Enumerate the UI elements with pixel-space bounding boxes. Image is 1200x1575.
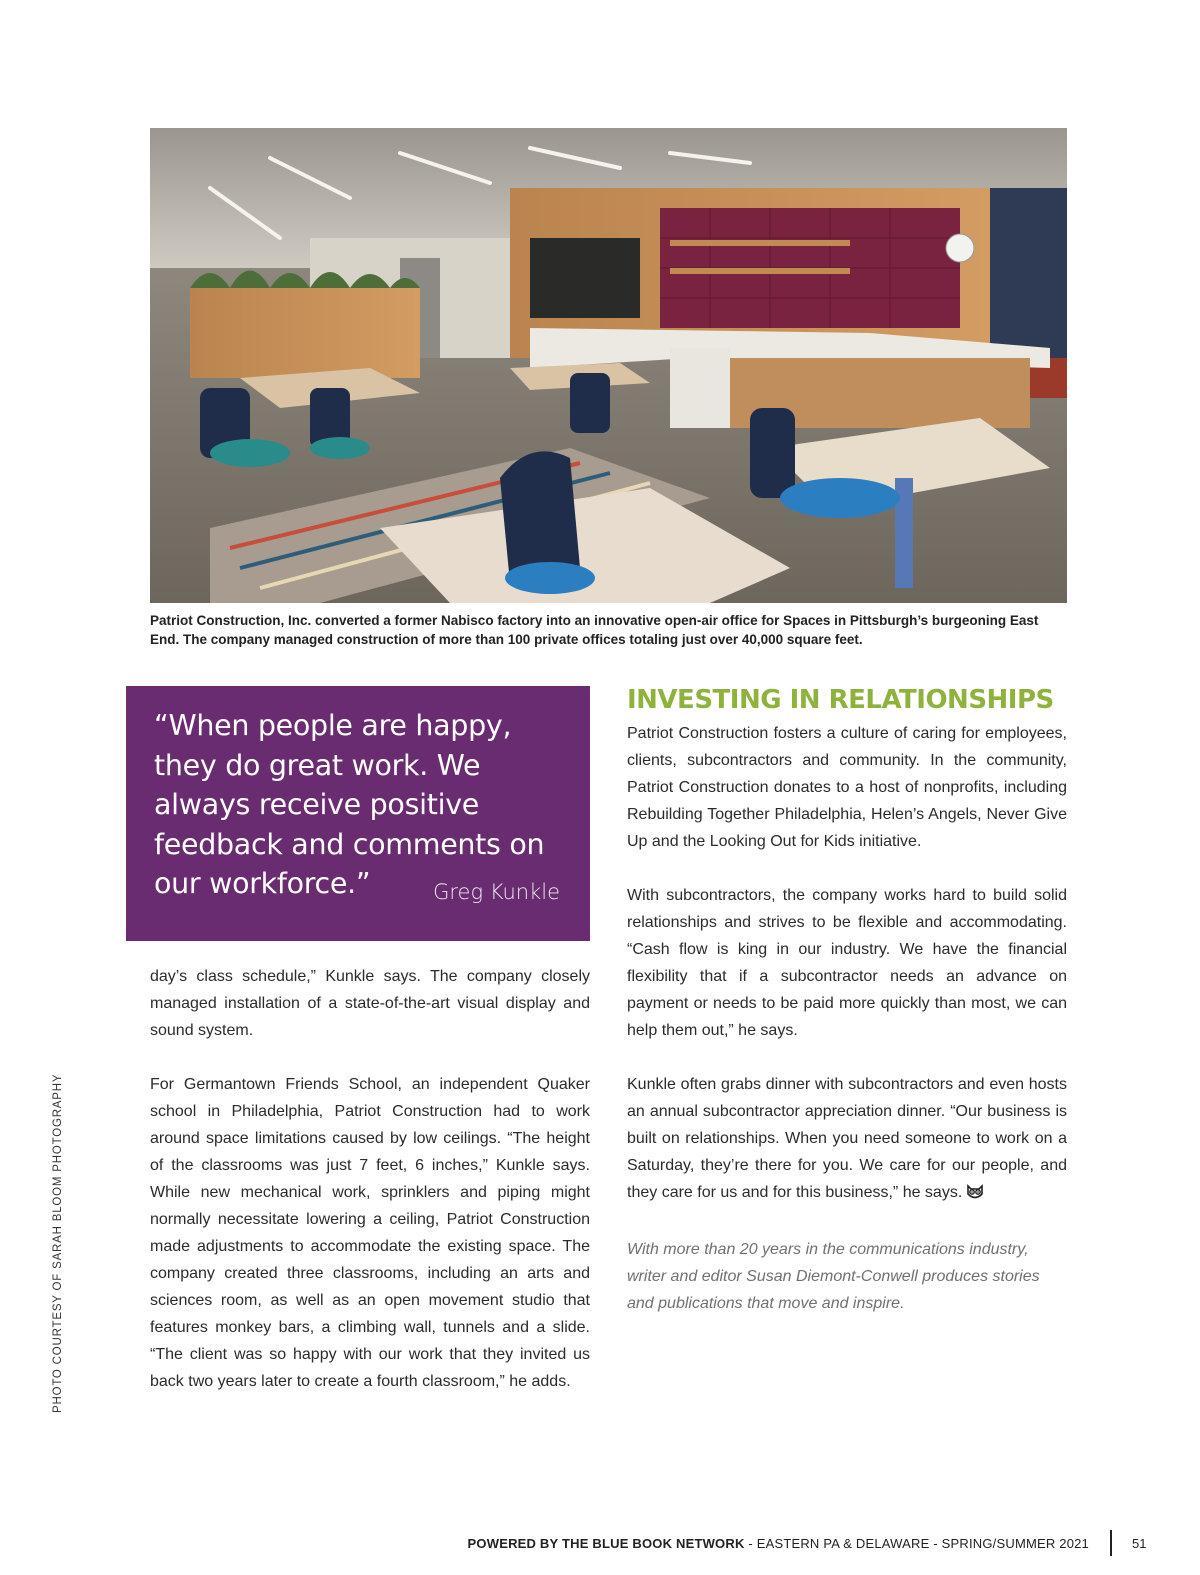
body-paragraph: For Germantown Friends School, an independent Quaker school in Philadelphia, Patriot Construction had to work around space limitations caused by low ceilings. “The height of the classrooms was just 7 feet, 6 inches,” Kunkle says. While new mechanical work, sprinklers and piping might normally necessitate lowering a ceiling, Patriot Construction made adjustments to accommodate the existing space. The company created three classrooms, including an arts and sciences room, as well as an open movement studio that features monkey bars, a climbing wall, tunnels and a slide. “The client was so happy with our work that they invited us back two years later to create a fourth classroom,” he adds. <box>150 1076 590 1390</box>
footer-divider <box>1110 1530 1112 1556</box>
pull-quote-author: Greg Kunkle <box>433 880 560 904</box>
section-heading: INVESTING IN RELATIONSHIPS <box>627 685 1054 715</box>
owl-icon <box>966 1182 984 1209</box>
footer-brand: POWERED BY THE BLUE BOOK NETWORK <box>467 1536 745 1551</box>
author-bio: With more than 20 years in the communications industry, writer and editor Susan Diemont-Conwell produces stories and publications that move and inspire. <box>627 1241 1040 1312</box>
pull-quote-text: “When people are happy, they do great work. We always receive positive feedback and comments on our workforce.” <box>154 709 545 900</box>
footer-edition: - EASTERN PA & DELAWARE - SPRING/SUMMER 2021 <box>744 1536 1089 1551</box>
page-number: 51 <box>1132 1536 1147 1551</box>
photo-credit: PHOTO COURTESY OF SARAH BLOOM PHOTOGRAPHY <box>52 1073 64 1413</box>
body-paragraph: day’s class schedule,” Kunkle says. The company closely managed installation of a state-of-the-art visual display and sound system. <box>150 968 590 1039</box>
left-column <box>150 963 590 1422</box>
pull-quote <box>126 686 590 941</box>
body-paragraph-last <box>627 1071 1067 1209</box>
office-interior-photo <box>150 128 1067 603</box>
footer <box>468 1536 1089 1551</box>
body-paragraph: With subcontractors, the company works hard to build solid relationships and strives to be flexible and accommodating. “Cash flow is king in our industry. We have the financial flexibility that if a subcontractor needs an advance on payment or needs to be paid more quickly than most, we can help them out,” he says. <box>627 887 1067 1039</box>
body-paragraph-text: Kunkle often grabs dinner with subcontractors and even hosts an annual subcontractor appreciation dinner. “Our business is built on relationships. When you need someone to work on a Saturday, they’re there for you. We care for our people, and they care for us and for this business,” he says. <box>627 1076 1067 1201</box>
body-paragraph: Patriot Construction fosters a culture of caring for employees, clients, subcontractors and community. In the community, Patriot Construction donates to a host of nonprofits, including Rebuilding Together Philadelphia, Helen’s Angels, Never Give Up and the Looking Out for Kids initiative. <box>627 725 1067 850</box>
right-column <box>627 720 1067 1344</box>
photo-caption: Patriot Construction, Inc. converted a former Nabisco factory into an innovative open-air office for Spaces in Pittsburgh’s burgeoning East End. The company managed construction of more than 100 private offices totaling just over 40,000 square feet. <box>150 613 1039 647</box>
